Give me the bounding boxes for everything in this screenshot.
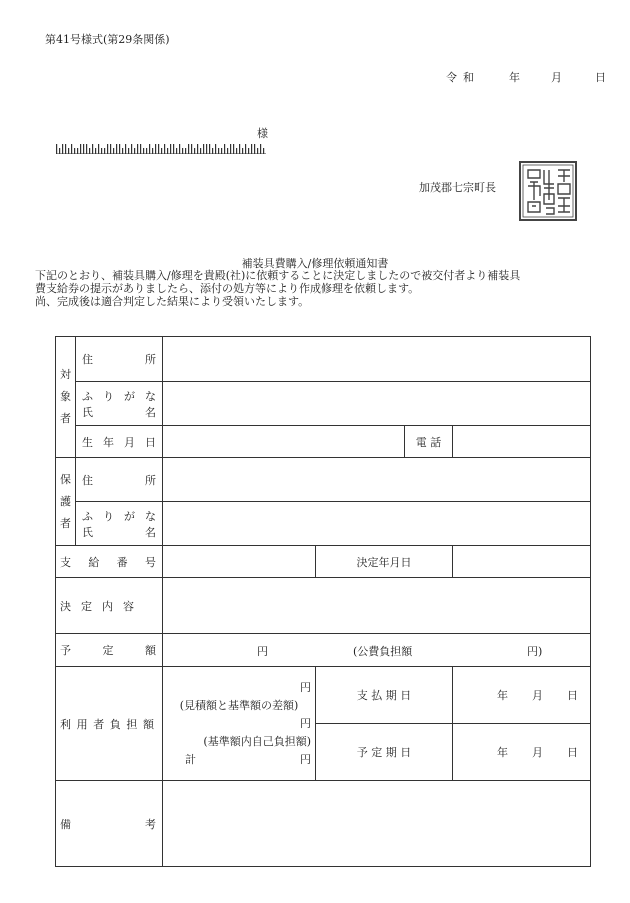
subject-address-label: 住 所	[76, 337, 163, 382]
guardian-address-field[interactable]	[163, 458, 591, 502]
date-month: 月	[551, 71, 562, 84]
self-burden-yen: 円	[300, 716, 311, 730]
phone-label: 電 話	[405, 426, 453, 458]
payment-number-label: 支 給 番 号	[56, 546, 163, 578]
issuer-name: 加茂郡七宗町長	[419, 181, 496, 194]
scheduled-date-label: 予 定 期 日	[316, 724, 453, 781]
official-seal	[518, 160, 578, 222]
public-burden-open: (公費負担額	[353, 645, 413, 658]
date-day: 日	[595, 71, 606, 84]
date-year: 年	[509, 71, 520, 84]
total-yen: 円	[300, 752, 311, 766]
addressee-suffix: 様	[257, 127, 268, 140]
scheduled-date-field[interactable]: 年 月 日	[453, 724, 591, 781]
body-paragraph-1: 下記のとおり、補装具購入/修理を貴殿(社)に依頼することに決定しましたので被交付者より補装具費支給券の提示がありましたら、添付の処方等により作成修理を依頼します。	[35, 269, 521, 295]
estimate-diff-yen: 円	[300, 680, 311, 694]
total-label: 計	[185, 752, 196, 766]
scheduled-amount-field[interactable]	[163, 634, 591, 667]
remarks-field[interactable]	[163, 781, 591, 867]
guardian-address-label: 住 所	[76, 458, 163, 502]
subject-address-field[interactable]	[163, 337, 591, 382]
notice-body	[35, 269, 525, 308]
guardian-name-label: ふ り が な 氏 名	[76, 502, 163, 546]
issue-date	[446, 69, 606, 85]
remarks-label: 備 考	[56, 781, 163, 867]
decision-date-label: 決定年月日	[316, 546, 453, 578]
scheduled-amount-label: 予 定 額	[56, 634, 163, 667]
phone-field[interactable]	[453, 426, 591, 458]
user-burden-label: 利 用 者 負 担 額	[56, 667, 163, 781]
payment-number-field[interactable]	[163, 546, 316, 578]
scheduled-amount-yen: 円	[257, 645, 268, 658]
date-era: 令和	[446, 71, 480, 84]
estimate-diff-label: (見積額と基準額の差額)	[179, 698, 299, 712]
payment-date-field[interactable]: 年 月 日	[453, 667, 591, 724]
form-number: 第41号様式(第29条関係)	[45, 33, 170, 46]
subject-name-label: ふ り が な 氏 名	[76, 382, 163, 426]
decision-date-field[interactable]	[453, 546, 591, 578]
payment-date-label: 支 払 期 日	[316, 667, 453, 724]
birthdate-label: 生 年 月 日	[76, 426, 163, 458]
self-burden-label: (基準額内自己負担額)	[203, 734, 311, 748]
public-burden-close: 円)	[527, 645, 543, 658]
document-title: 補装具費購入/修理依頼通知書	[241, 257, 389, 270]
body-paragraph-2: 尚、完成後は適合判定した結果により受領いたします。	[35, 295, 310, 308]
guardian-name-field[interactable]	[163, 502, 591, 546]
subject-group-label: 対 象 者	[56, 337, 76, 458]
decision-content-label: 決 定 内 容	[56, 578, 163, 634]
birthdate-field[interactable]	[163, 426, 405, 458]
guardian-group-label: 保 護 者	[56, 458, 76, 546]
subject-name-field[interactable]	[163, 382, 591, 426]
user-burden-amounts[interactable]	[163, 667, 316, 781]
decision-content-field[interactable]	[163, 578, 591, 634]
barcode	[56, 144, 266, 154]
notice-form-table	[55, 336, 591, 867]
